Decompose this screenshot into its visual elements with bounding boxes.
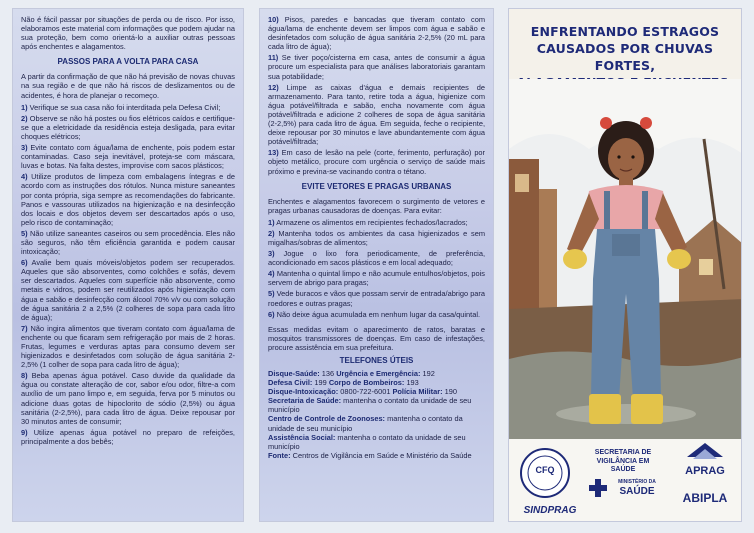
water-ripple: [556, 404, 696, 424]
passo-item-text: Utilize apenas água potável no preparo de refeições, principalmente a dos bebês;: [21, 427, 235, 446]
phone-value: mantenha o contato da unidade de seu município: [268, 396, 472, 415]
aprag-icon: [687, 443, 723, 465]
phone-row: [268, 369, 485, 378]
phone-row: [268, 378, 485, 387]
passo-item-number: 2): [21, 113, 28, 123]
phone-row: [268, 396, 485, 414]
phone-label: Polícia Militar:: [392, 387, 443, 397]
hair-bow-right: [640, 117, 652, 129]
phone-value: 0800-722-6001: [338, 387, 393, 397]
passo-item-number: 8): [21, 371, 28, 381]
passo-item-9: [21, 428, 235, 446]
eye-left: [617, 155, 620, 158]
vetor-item-number: 4): [268, 269, 275, 279]
phone-value: 190: [442, 387, 457, 397]
vetor-item-number: 2): [268, 228, 275, 238]
overall-strap-left: [604, 191, 610, 231]
passo-item-6: [21, 258, 235, 322]
vetor-item-text: Mantenha o quintal limpo e não acumule entulhos/objetos, pois servem de abrigo para pragas;: [268, 269, 485, 288]
phone-value: mantenha o contato da unidade de seu município: [268, 414, 463, 433]
passo-item-8: [21, 371, 235, 426]
vetor-item-text: Não deixe água acumulada em nenhum lugar da casa/quintal.: [276, 309, 481, 319]
passo-item-cont-1: [268, 15, 485, 51]
passo-item-number: 7): [21, 323, 28, 333]
passo-item-number: 3): [21, 143, 28, 153]
closing-text: Essas medidas evitam o aparecimento de ratos, baratas e mosquitos transmissores de doenças. Em caso de infestações, procure assistência em sua prefeitura.: [268, 324, 485, 352]
phone-label: Defesa Civil:: [268, 378, 313, 388]
phone-label: Disque-Intoxicação:: [268, 387, 339, 397]
phone-row: [268, 451, 485, 460]
list-passos-cont: [268, 15, 485, 176]
boot-right: [631, 394, 663, 424]
house-left-2: [539, 189, 557, 309]
logo-strip: [509, 439, 742, 522]
passo-item-number: 6): [21, 258, 28, 268]
vetor-item-text: Armazene os alimentos em recipientes fechados/lacrados;: [276, 217, 468, 227]
phone-value: Centros de Vigilância em Saúde e Ministério da Saúde: [290, 450, 472, 460]
passo-item-2: [21, 114, 235, 141]
cover-illustration: [509, 79, 742, 444]
passo-item-text: Não ingira alimentos que tiveram contato com água/lama de enchente ou que ficaram sem refrigeração por mais de 2 horas. Frutas, legumes e verduras aptas para consumo devem ser higienizados e desinfetados com solução de água sanitária 2-2,5% (1 colher de sopa para cada litro de água);: [21, 323, 235, 370]
passo-item-text: Observe se não há postes ou fios elétricos caídos e certifique-se que a eletricidade da residência esteja desligada, para evitar choques elétricos;: [21, 113, 235, 141]
phone-label: Assistência Social:: [268, 432, 336, 442]
passo-item-cont-text: Limpe as caixas d'água e demais recipientes de armazenamento. Para tanto, retire toda a água, higienize com água potável/filtrada e sabão, encha novamente com água potável/filtrada e adicione 2 colheres de sopa de água sanitária (2-2,5%) para cada litro de água. Em seguida, feche o recipiente, deixe repousar por 30 minutos e lave abundantemente com água potável/filtrada;: [268, 82, 485, 147]
phone-value: 136: [319, 369, 337, 378]
phone-row: [268, 433, 485, 451]
phone-label: Fonte:: [268, 450, 291, 460]
phone-list: [268, 369, 485, 460]
overalls-pocket: [612, 234, 640, 256]
phone-value: 199: [312, 378, 329, 388]
phone-label: Secretaria de Saúde:: [268, 396, 342, 406]
passo-item-text: Verifique se sua casa não foi interditada pela Defesa Civil;: [29, 102, 221, 112]
passo-item-number: 4): [21, 172, 28, 182]
passo-item-5: [21, 229, 235, 256]
vetor-item-text: Mantenha todos os ambientes da casa higienizados e sem migalhas/sobras de alimentos;: [268, 228, 485, 247]
sindprag-label: SINDPRAG: [523, 505, 577, 516]
passo-item-number: 5): [21, 228, 28, 238]
house-right-window: [699, 259, 713, 275]
girl-face: [608, 138, 644, 180]
overall-strap-right: [642, 191, 648, 231]
vetor-item-number: 1): [268, 217, 275, 227]
vetor-item-text: Vede buracos e vãos que possam servir de entrada/abrigo para roedores e outras pragas;: [268, 289, 485, 308]
phone-label: Urgência e Emergência:: [336, 369, 421, 378]
passo-item-cont-text: Se tiver poço/cisterna em casa, antes de consumir a água procure um especialista para que análises laboratoriais garantam sua potabilidade;: [268, 53, 485, 81]
vetor-item-text: Jogue o lixo fora periodicamente, de preferência, acondicionado em sacos plásticos e em local adequado;: [268, 249, 485, 268]
ministerio-label: MINISTÉRIO DA: [618, 479, 656, 485]
passo-item-number: 1): [21, 102, 28, 112]
passo-item-text: Beba apenas água potável. Caso duvide da qualidade da água ou constate alteração de cor, sabor e/ou odor, filtre-a com auxílio de um pano limpo e, em seguida, ferva por 5 minutos ou adicione duas gotas de hipoclorito de sódio (2,5%) ou água sanitária (2-2,5%), para cada litro de água. Deixe repousar por 30 minutos antes de consumir;: [21, 371, 235, 426]
vetor-item-number: 5): [268, 289, 275, 299]
glove-left: [563, 249, 587, 269]
passo-item-cont-4: [268, 148, 485, 175]
eye-right: [631, 155, 634, 158]
passo-item-cont-number: 10): [268, 15, 279, 24]
passo-item-cont-number: 12): [268, 82, 279, 92]
heading-passos: PASSOS PARA A VOLTA PARA CASA: [57, 57, 199, 67]
saude-label: SAÚDE: [619, 486, 655, 497]
vetor-item-5: [268, 289, 485, 307]
flood-water: [509, 352, 742, 445]
passo-item-cont-text: Em caso de lesão na pele (corte, ferimento, perfuração) por objeto metálico, procure com urgência o serviço de saúde mais próximo e previna-se vacinando contra o tétano.: [268, 148, 485, 176]
phone-label: Centro de Controle de Zoonoses:: [268, 414, 386, 424]
passo-item-cont-text: Pisos, paredes e bancadas que tiveram contato com água/lama de enchente devem ser limpos com água e sabão e desinfetados com solução de água sanitária 2-2,5% (20 mL para cada litro de água);: [268, 15, 485, 52]
cover-title-line-2: CAUSADOS POR CHUVAS FORTES,: [536, 41, 714, 73]
panel-cover: [508, 8, 742, 522]
passo-item-3: [21, 143, 235, 170]
phone-label: Disque-Saúde:: [268, 369, 320, 378]
heading-vetores: EVITE VETORES E PRAGAS URBANAS: [301, 181, 452, 191]
lead-text: A partir da confirmação de que não há previsão de novas chuvas na sua região e de que não há riscos de deslizamentos ou de acidentes, é hora de planejar o recomeço.: [21, 72, 235, 100]
passo-item-cont-number: 11): [268, 53, 279, 63]
vetor-item-1: [268, 218, 485, 227]
lead-vetores: Enchentes e alagamentos favorecem o surgimento de vetores e pragas urbanas causadoras de doenças. Para evitar:: [268, 196, 485, 215]
passo-item-cont-number: 13): [268, 148, 279, 158]
passo-item-cont-3: [268, 83, 485, 147]
secretaria-label: SECRETARIA DE VIGILÂNCIA EM SAÚDE: [594, 449, 652, 473]
health-cross-icon: [589, 479, 607, 497]
phone-value: mantenha o contato da unidade de seu município: [268, 432, 466, 451]
abipla-label: ABIPLA: [682, 491, 728, 505]
phone-label: Corpo de Bombeiros:: [328, 378, 405, 388]
vetor-item-4: [268, 269, 485, 287]
vetor-item-number: 6): [268, 309, 275, 319]
passo-item-text: Avalie bem quais móveis/objetos podem ser recuperados. Aqueles que são absorventes, como colchões e sofás, devem ser descartados. Aqueles com superfície não absorvente, como metais e vidros, podem ser reutilizados após higienização com água e sabão e desinfecção com álcool 70% v/v ou com solução de água sanitária 2 a 2,5% (2 colheres de sopa para cada litro de água);: [21, 258, 235, 322]
list-passos: [21, 103, 235, 446]
vetor-item-6: [268, 310, 485, 319]
passo-item-cont-2: [268, 53, 485, 80]
phone-row: [268, 414, 485, 432]
cover-title-line-1: ENFRENTANDO ESTRAGOS: [530, 24, 720, 39]
panel-left: [12, 8, 244, 522]
boot-left: [589, 394, 621, 424]
passo-item-4: [21, 172, 235, 227]
passo-item-text: Não utilize saneantes caseiros ou sem procedência. Eles não são seguros, não têm eficiência garantida e podem causar intoxicação;: [21, 228, 235, 257]
cfq-label: CFQ: [535, 465, 555, 475]
hair-bow-left: [600, 117, 612, 129]
panel-middle: [259, 8, 494, 522]
passo-item-number: 9): [21, 427, 28, 437]
vetor-item-number: 3): [268, 249, 275, 259]
heading-telefones: TELEFONES ÚTEIS: [339, 356, 414, 365]
phone-value: 193: [404, 378, 419, 388]
aprag-label: APRAG: [685, 465, 725, 477]
passo-item-1: [21, 103, 235, 112]
vetor-item-3: [268, 249, 485, 267]
passo-item-text: Evite contato com água/lama de enchente, pois podem estar contaminadas. Caso seja inevitável, proteja-se com máscara, luvas e botas. Na falta destes, improvise com sacos plásticos;: [21, 143, 235, 171]
glove-right: [667, 249, 691, 269]
passo-item-text: Utilize produtos de limpeza com embalagens íntegras e de acordo com as instruções dos rótulos. Nunca misture saneantes por conta própria, siga sempre as recomendações do fabricante. Panos e vassouras utilizados na higienização e na desinfecção dos locais e dos objetos devem ser descartados após o uso, pelo risco de contaminação;: [21, 172, 235, 227]
passo-item-7: [21, 324, 235, 369]
vetor-item-2: [268, 229, 485, 247]
list-vetores: [268, 218, 485, 319]
intro-text: Não é fácil passar por situações de perda ou de risco. Por isso, elaboramos este material com informações que podem ajudar na sua proteção, bem como orientá-lo a auxiliar outras pessoas após enchentes e alagamentos.: [21, 15, 235, 52]
phone-value: 192: [420, 369, 435, 378]
phone-row: [268, 387, 485, 396]
house-left-window: [515, 174, 529, 192]
